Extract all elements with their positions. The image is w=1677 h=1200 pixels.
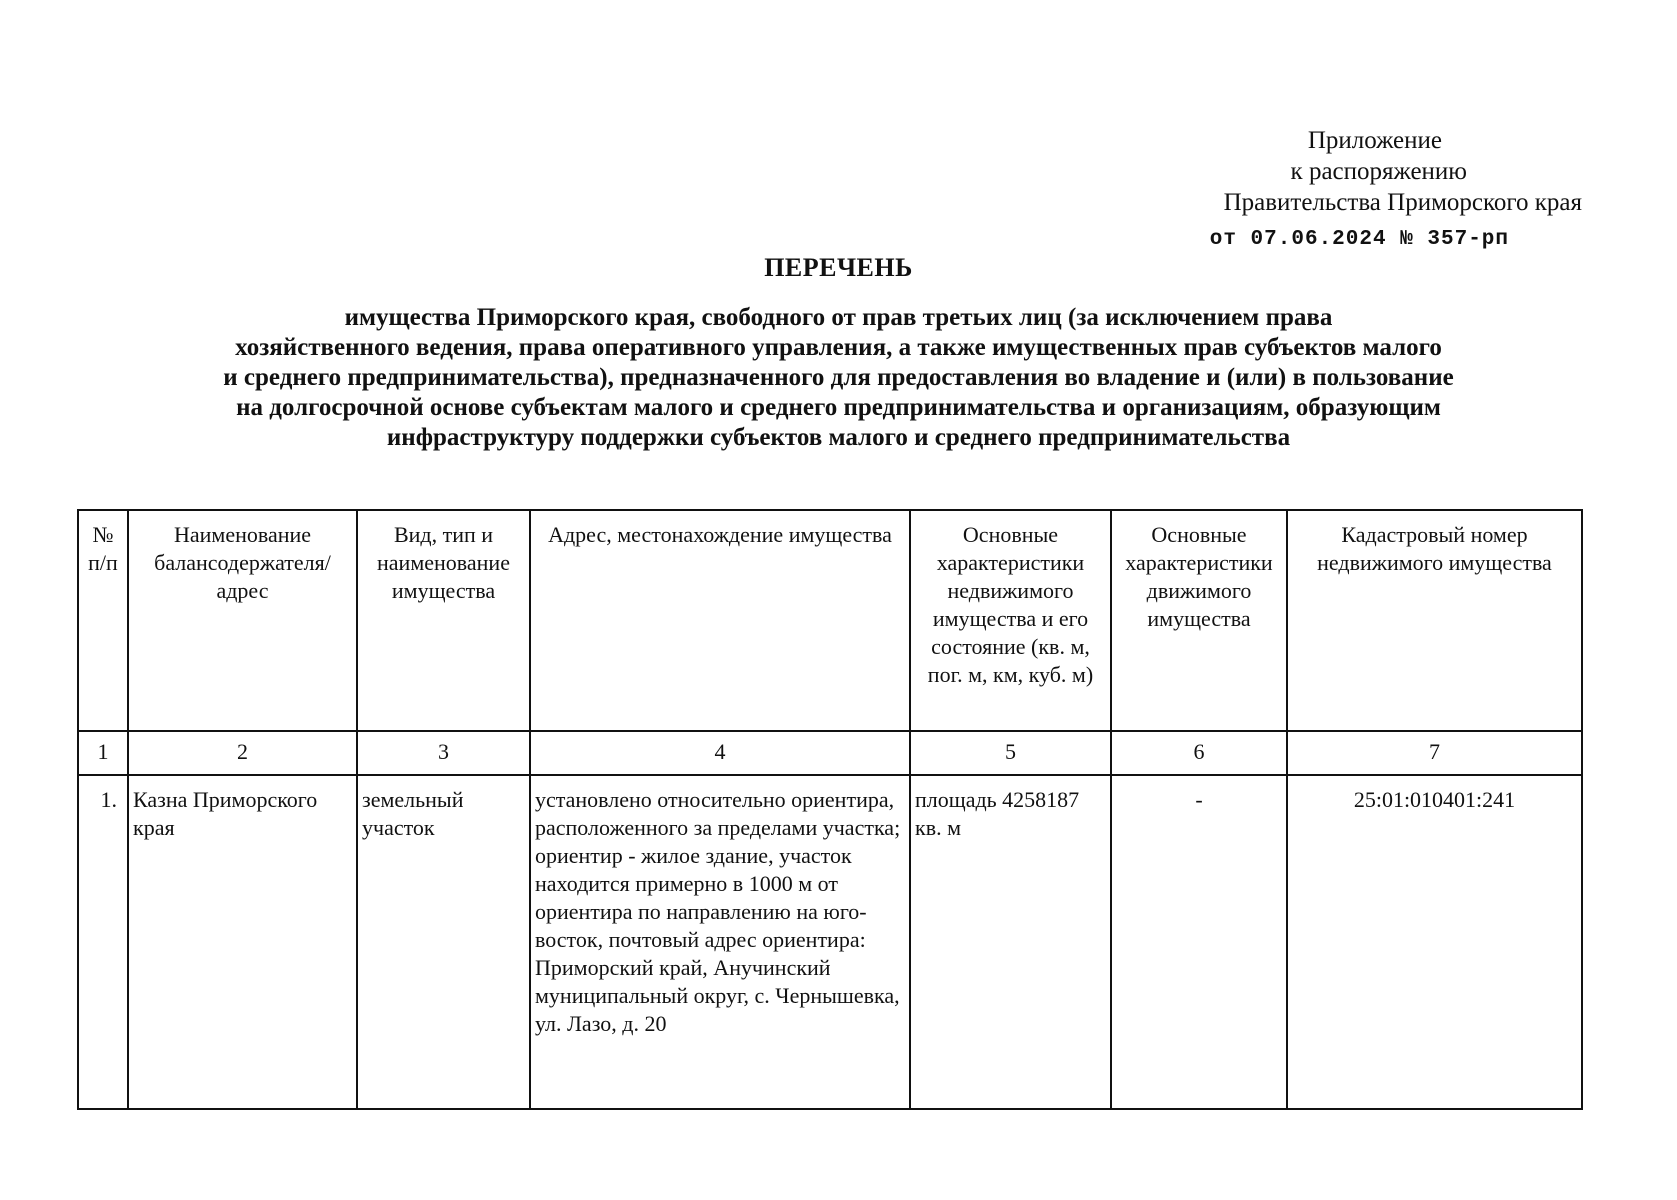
column-number: 7 bbox=[1287, 731, 1582, 775]
column-number: 6 bbox=[1111, 731, 1287, 775]
cell-address: установлено относительно ориентира, расположенного за пределами участка; ориентир - жилое здание, участок находится примерно в 1000 м от ориентира по направлению на юго-восток, почтовый адрес ориентира: Приморский край, Анучинский муниципальный округ, с. Чернышевка, ул. Лазо, д. 20 bbox=[530, 775, 910, 1109]
appendix-title: Приложение bbox=[1307, 127, 1442, 154]
subtitle-line: хозяйственного ведения, права оперативного управления, а также имущественных прав субъектов малого bbox=[235, 334, 1442, 361]
column-numbers-row bbox=[78, 731, 1582, 775]
subtitle-line: инфраструктуру поддержки субъектов малого и среднего предпринимательства bbox=[386, 424, 1291, 451]
header-movable-characteristics: Основные характеристики движимого имущества bbox=[1111, 510, 1287, 731]
column-number: 1 bbox=[78, 731, 128, 775]
document-subtitle bbox=[80, 303, 1597, 453]
cell-number: 1. bbox=[78, 775, 128, 1109]
appendix-block bbox=[1152, 125, 1582, 255]
appendix-government: Правительства Приморского края bbox=[1223, 189, 1582, 216]
appendix-to-order: к распоряжению bbox=[1290, 158, 1467, 185]
column-number: 2 bbox=[128, 731, 357, 775]
header-number: № п/п bbox=[78, 510, 128, 731]
column-number: 3 bbox=[357, 731, 530, 775]
header-address: Адрес, местонахождение имущества bbox=[530, 510, 910, 731]
cell-type: земельный участок bbox=[357, 775, 530, 1109]
header-cadastral-number: Кадастровый номер недвижимого имущества bbox=[1287, 510, 1582, 731]
cell-movable: - bbox=[1111, 775, 1287, 1109]
appendix-date-number: от 07.06.2024 № 357-рп bbox=[1209, 228, 1509, 251]
subtitle-line: на долгосрочной основе субъектам малого и среднего предпринимательства и организациям, образующим bbox=[236, 394, 1441, 421]
subtitle-line: имущества Приморского края, свободного от прав третьих лиц (за исключением права bbox=[344, 304, 1333, 331]
document-title: ПЕРЕЧЕНЬ bbox=[764, 253, 913, 282]
property-table bbox=[77, 509, 1583, 1110]
header-type: Вид, тип и наименование имущества bbox=[357, 510, 530, 731]
header-realty-characteristics: Основные характеристики недвижимого имущества и его состояние (кв. м, пог. м, км, куб. м) bbox=[910, 510, 1111, 731]
header-holder: Наименование балансодержателя/ адрес bbox=[128, 510, 357, 731]
subtitle-line: и среднего предпринимательства), предназначенного для предоставления во владение и (или) в пользование bbox=[223, 364, 1454, 391]
cell-realty: площадь 4258187 кв. м bbox=[910, 775, 1111, 1109]
cell-holder: Казна Приморского края bbox=[128, 775, 357, 1109]
column-number: 5 bbox=[910, 731, 1111, 775]
table-header-row bbox=[78, 510, 1582, 731]
table-row bbox=[78, 775, 1582, 1109]
column-number: 4 bbox=[530, 731, 910, 775]
cell-cadastral: 25:01:010401:241 bbox=[1287, 775, 1582, 1109]
